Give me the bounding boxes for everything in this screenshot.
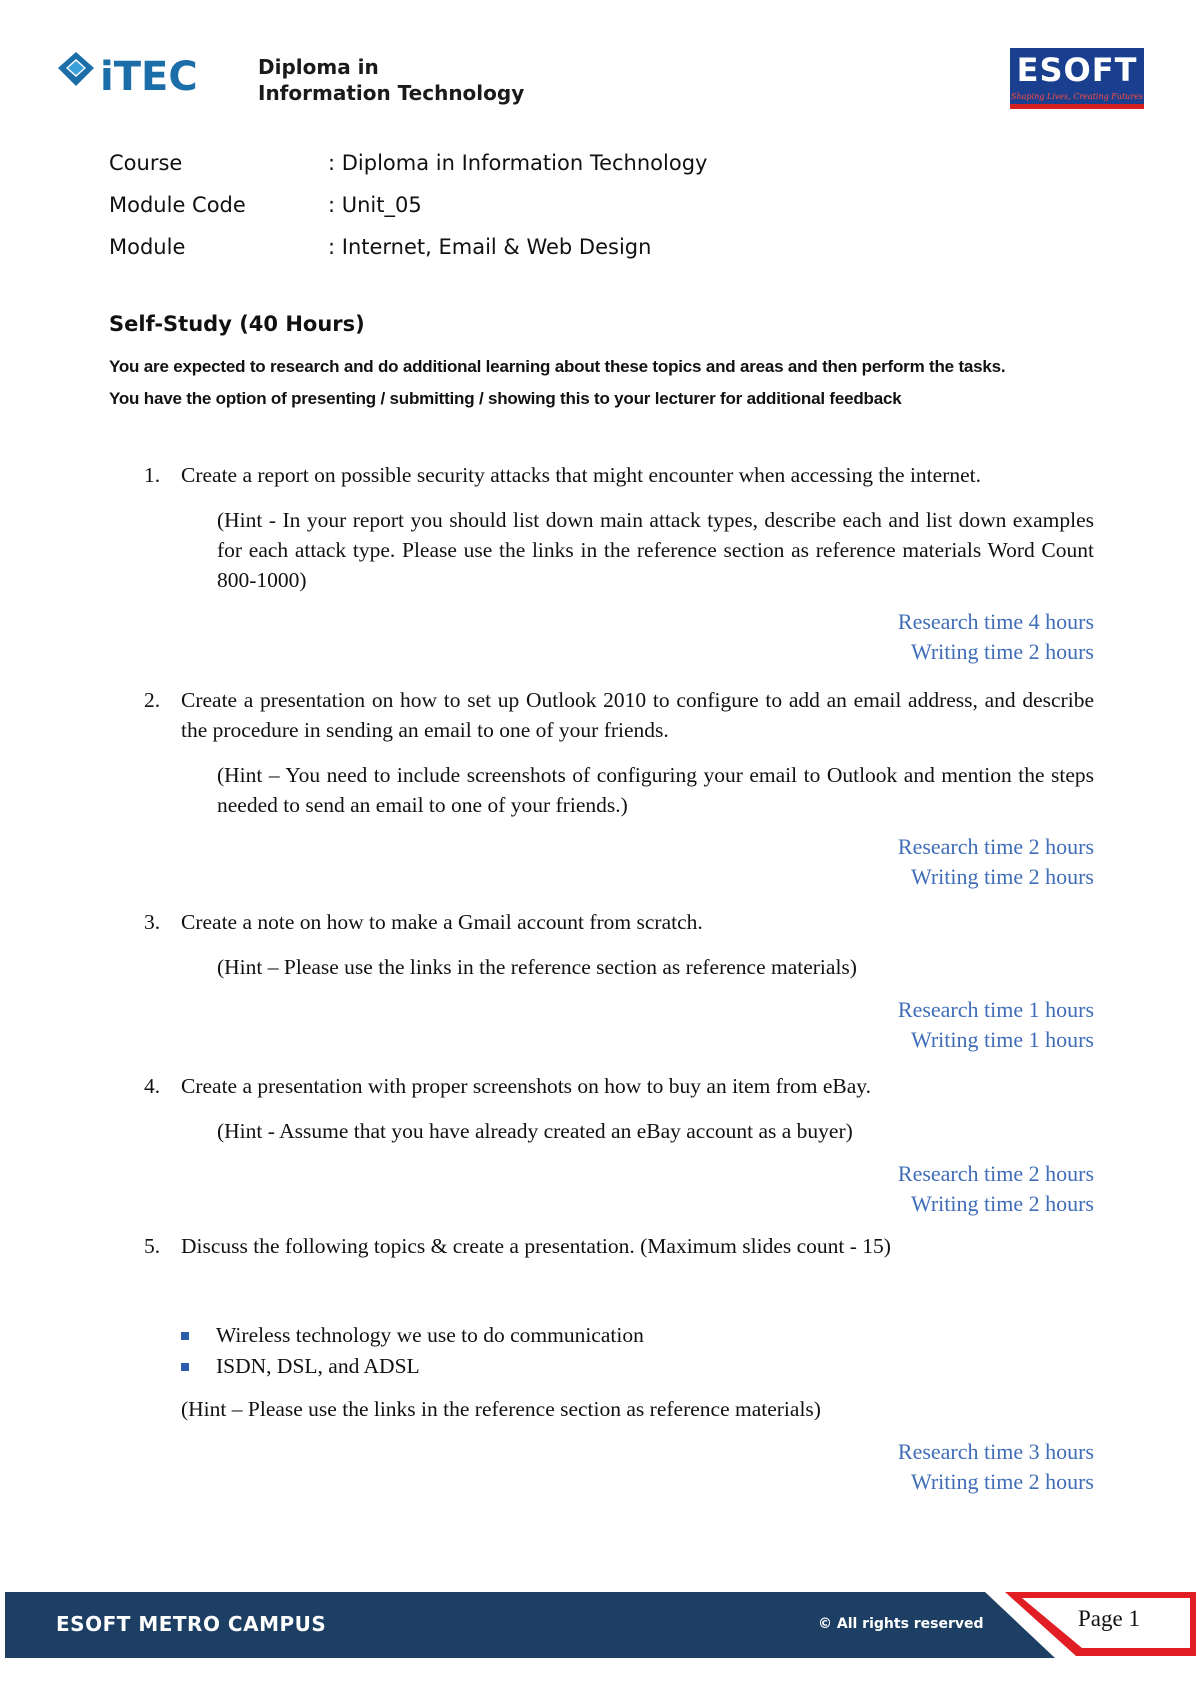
task-number: 3. (144, 910, 161, 934)
topic-bullet-list (181, 1320, 644, 1382)
bullet-text: ISDN, DSL, and ADSL (216, 1354, 420, 1378)
self-study-description (109, 351, 1109, 415)
esoft-logo (1010, 48, 1144, 109)
module-code-row (109, 184, 707, 226)
task-text: Create a presentation with proper screenshots on how to buy an item from eBay. (181, 1074, 871, 1098)
footer-campus: ESOFT METRO CAMPUS (56, 1612, 327, 1636)
research-time: Research time 2 hours (897, 834, 1094, 859)
course-label: Course (109, 151, 183, 175)
module-value: : Internet, Email & Web Design (328, 235, 652, 259)
page-footer (0, 1590, 1200, 1660)
writing-time: Writing time 2 hours (910, 1191, 1094, 1216)
esoft-logo-tagline: Shaping Lives, Creating Futures (1011, 92, 1143, 101)
task-number: 2. (144, 688, 161, 712)
module-code-value: : Unit_05 (328, 193, 422, 217)
writing-time: Writing time 2 hours (910, 1469, 1094, 1494)
list-item (181, 1351, 644, 1382)
bullet-text: Wireless technology we use to do communication (216, 1323, 644, 1347)
research-time: Research time 3 hours (897, 1439, 1094, 1464)
task-hint: (Hint – Please use the links in the reference section as reference materials) (217, 955, 857, 979)
writing-time: Writing time 2 hours (910, 639, 1094, 664)
footer-rights: © All rights reserved (818, 1616, 984, 1632)
self-study-line1: You are expected to research and do additional learning about these topics and areas and then perform the tasks. (109, 357, 1006, 376)
task-number: 1. (144, 463, 161, 487)
task-hint: (Hint – Please use the links in the reference section as reference materials) (181, 1397, 821, 1421)
course-value: : Diploma in Information Technology (328, 151, 708, 175)
task-hint: (Hint - In your report you should list down main attack types, describe each and list down examples for each attack type. Please use the links in the reference section as reference materials Word Count 800-1000) (217, 508, 1094, 592)
course-row (109, 142, 707, 184)
page-header (0, 42, 1200, 122)
task-number: 5. (144, 1234, 161, 1258)
module-label: Module (109, 235, 186, 259)
square-bullet-icon (181, 1363, 189, 1371)
diploma-title-line1: Diploma in (258, 55, 379, 79)
writing-time: Writing time 2 hours (910, 864, 1094, 889)
diploma-title-line2: Information Technology (258, 81, 525, 105)
task-number: 4. (144, 1074, 161, 1098)
course-info (109, 142, 707, 268)
task-text: Create a presentation on how to set up Outlook 2010 to configure to add an email address, and describe the procedure in sending an email to one of your friends. (181, 688, 1094, 742)
square-bullet-icon (181, 1332, 189, 1340)
self-study-line2: You have the option of presenting / submitting / showing this to your lecturer for additional feedback (109, 389, 902, 408)
module-row (109, 226, 707, 268)
esoft-logo-word: ESOFT (1016, 51, 1138, 89)
list-item (181, 1320, 644, 1351)
self-study-title: Self-Study (40 Hours) (109, 312, 365, 336)
task-hint: (Hint - Assume that you have already created an eBay account as a buyer) (217, 1119, 853, 1143)
diploma-title (258, 54, 524, 106)
module-code-label: Module Code (109, 193, 246, 217)
research-time: Research time 1 hours (897, 997, 1094, 1022)
task-text: Discuss the following topics & create a presentation. (Maximum slides count - 15) (181, 1234, 891, 1258)
writing-time: Writing time 1 hours (910, 1027, 1094, 1052)
research-time: Research time 2 hours (897, 1161, 1094, 1186)
page-number: Page 1 (1078, 1606, 1140, 1631)
ditec-logo-graphic (56, 46, 232, 112)
task-text: Create a note on how to make a Gmail account from scratch. (181, 910, 703, 934)
task-hint: (Hint – You need to include screenshots of configuring your email to Outlook and mention the steps needed to send an email to one of your friends.) (217, 763, 1094, 817)
ditec-logo (56, 46, 232, 112)
task-text: Create a report on possible security attacks that might encounter when accessing the internet. (181, 463, 982, 487)
research-time: Research time 4 hours (897, 609, 1094, 634)
ditec-logo-text: iTEC (100, 54, 198, 100)
